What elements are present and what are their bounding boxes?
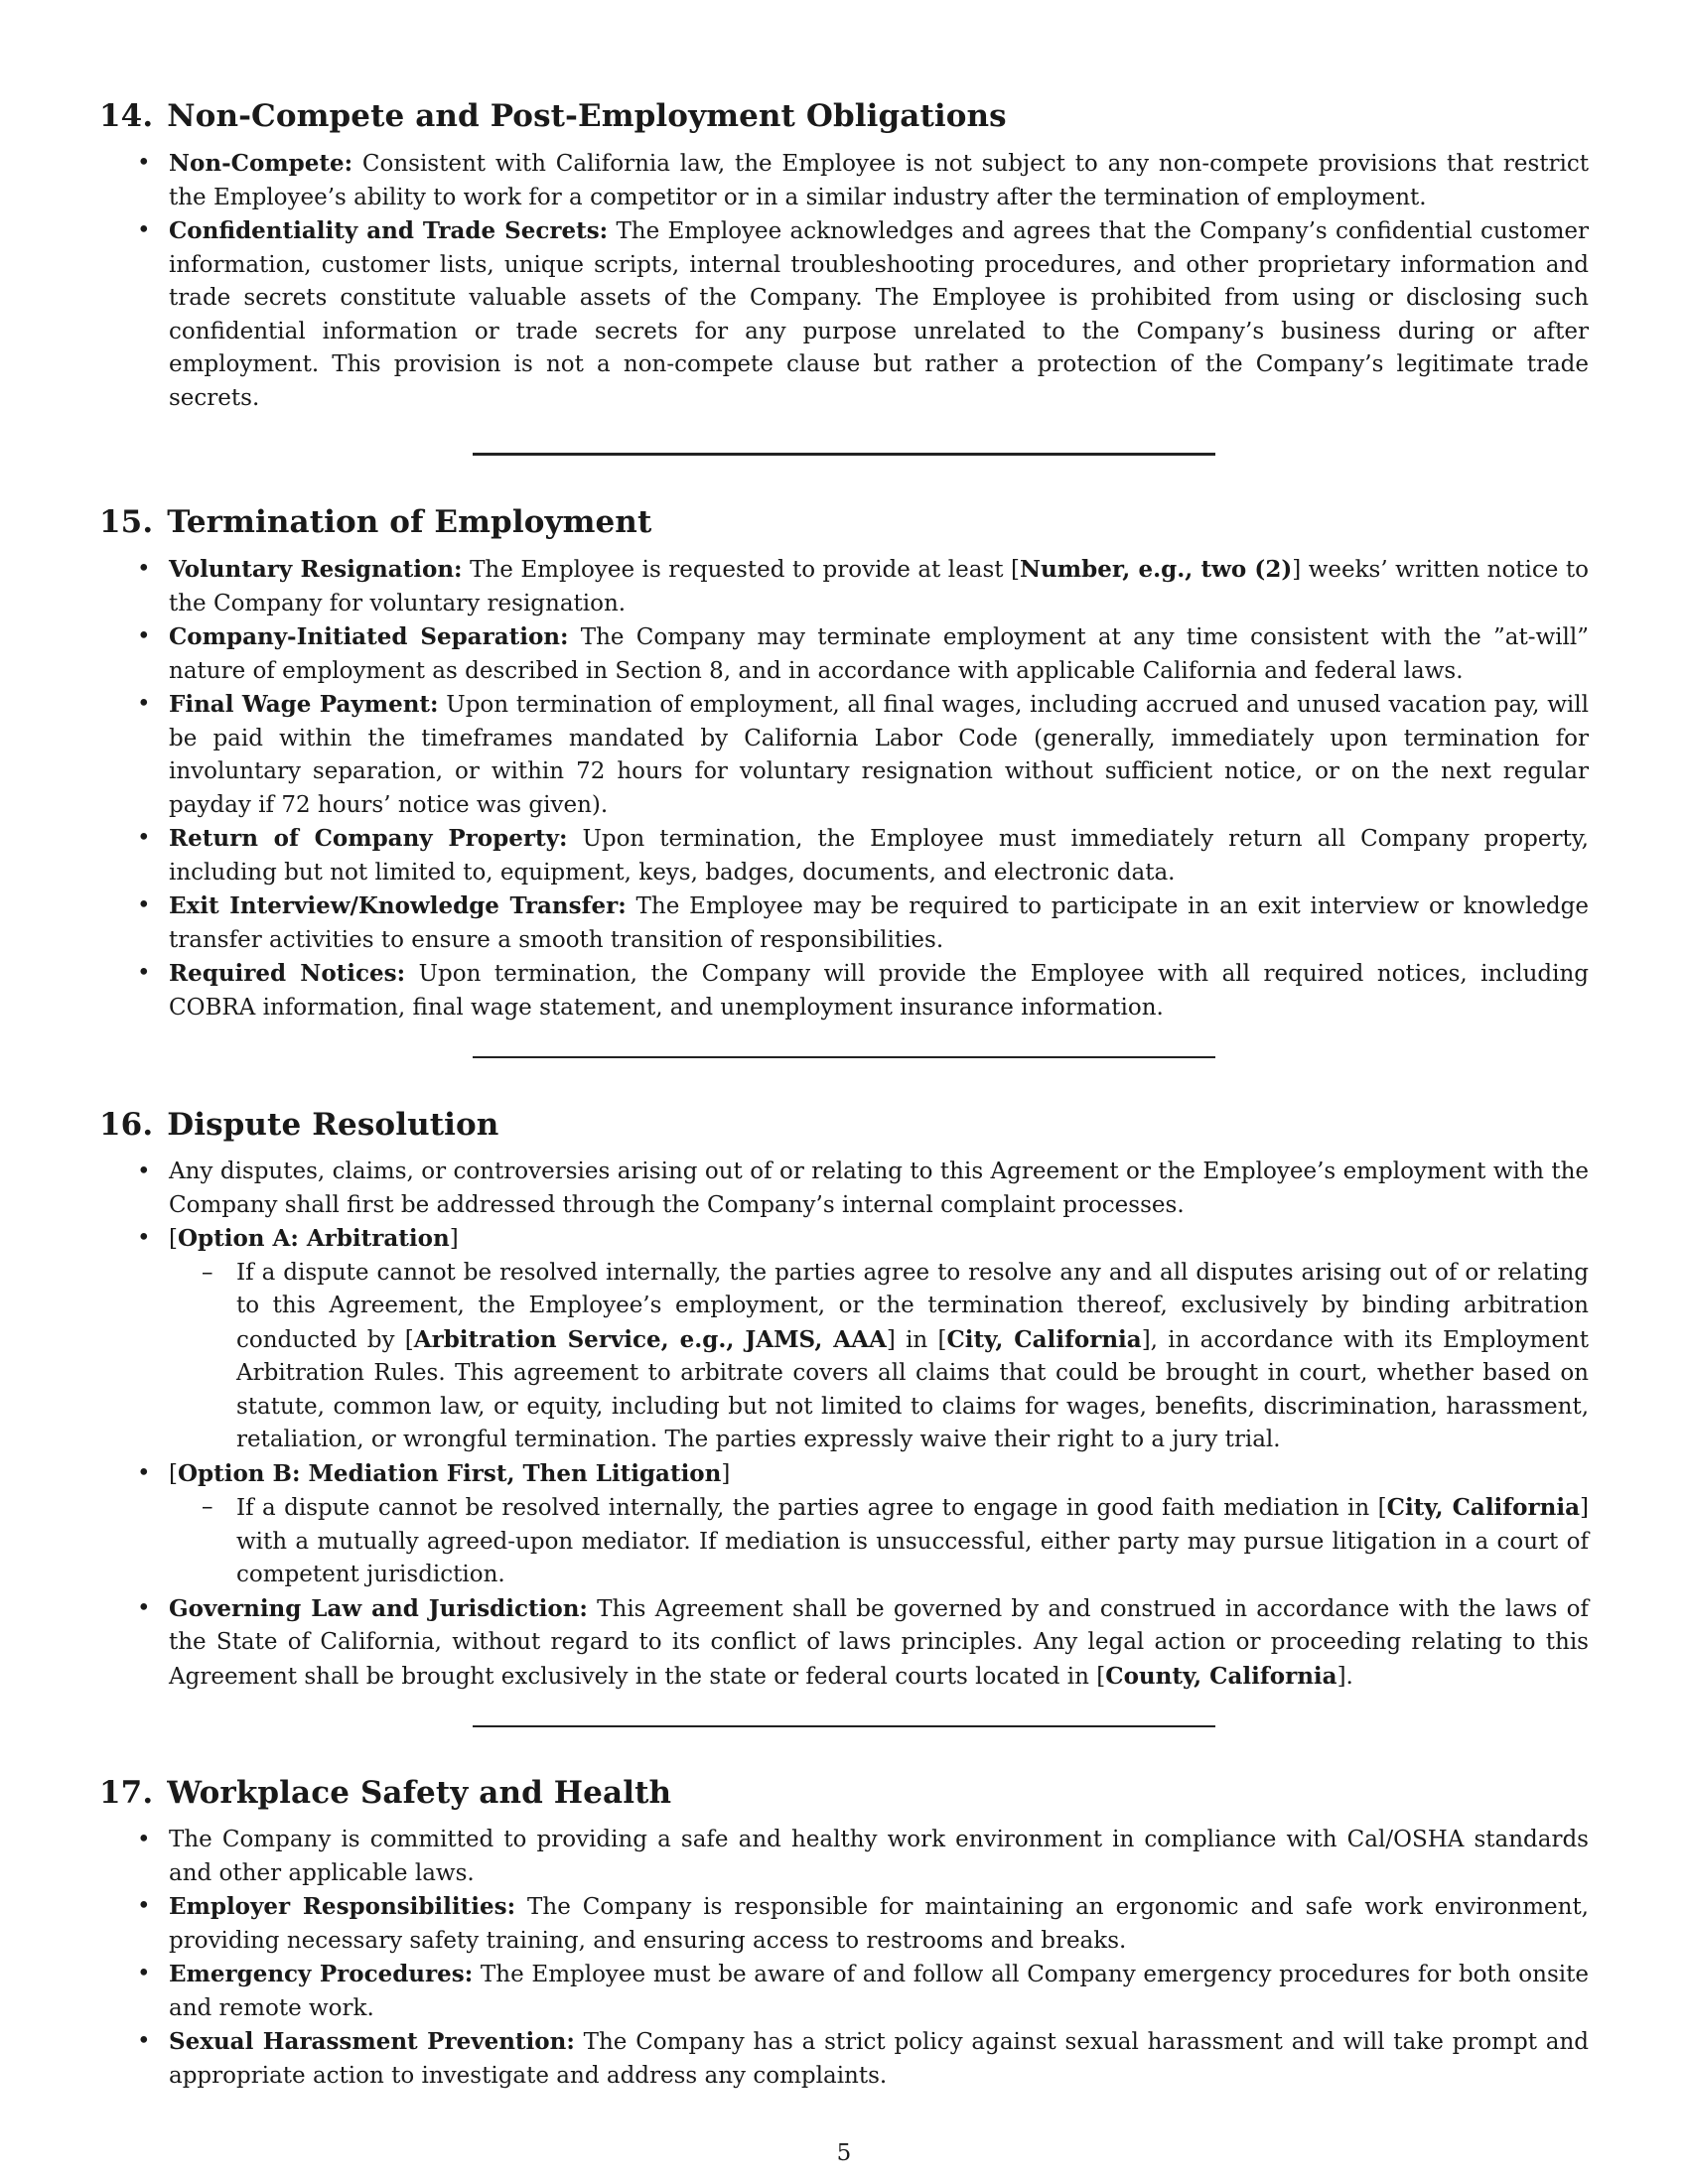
item-text: The Employee may be required to participate in an exit interview or knowledge transfer activities to ensure a smooth transition of responsibilities. xyxy=(169,893,1589,953)
section-17 xyxy=(99,1772,1589,2093)
item-label: Governing Law and Jurisdiction: xyxy=(169,1594,588,1622)
sub-list xyxy=(169,1491,1589,1592)
item-text: Upon termination of employment, all final wages, including accrued and unused vacation pay, will be paid within the timeframes mandated by California Labor Code (generally, immediately upon termination for involuntary separation, or within 72 hours for voluntary resignation without sufficient notice, or on the next regular payday if 72 hours’ notice was given). xyxy=(169,692,1589,818)
list-item xyxy=(99,1156,1589,1222)
section-16 xyxy=(99,1104,1589,1694)
option-label: Option A: Arbitration xyxy=(177,1225,450,1252)
item-text: The Company is committed to providing a safe and healthy work environment in compliance with Cal/OSHA standards and other applicable laws. xyxy=(169,1827,1589,1886)
sub-list-item xyxy=(169,1257,1589,1457)
item-text: If a dispute cannot be resolved internally, the parties agree to resolve any and all disputes arising out of or relating to this Agreement, the Employee’s employment, or the termination thereof, exclusively by binding arbitration conducted by [ xyxy=(236,1259,1589,1353)
option-label: Option B: Mediation First, Then Litigation xyxy=(177,1459,722,1487)
section-14 xyxy=(99,95,1589,415)
item-text: The Employee must be aware of and follow all Company emergency procedures for both onsite and remote work. xyxy=(169,1962,1589,2021)
section-heading xyxy=(99,1772,1589,1814)
item-label: Exit Interview/Knowledge Transfer: xyxy=(169,892,627,919)
section-number: 15. xyxy=(99,504,154,540)
item-text: ] weeks’ written notice to the Company for voluntary resignation. xyxy=(169,557,1590,616)
section-divider xyxy=(0,1725,1688,1727)
item-label: Return of Company Property: xyxy=(169,825,568,852)
list-item xyxy=(99,822,1589,889)
section-number: 17. xyxy=(99,1775,154,1811)
list-item xyxy=(99,147,1589,214)
placeholder-field: City, California xyxy=(1386,1494,1581,1521)
placeholder-field: County, California xyxy=(1105,1662,1337,1690)
list-item xyxy=(99,214,1589,415)
item-label: Voluntary Resignation: xyxy=(169,556,463,583)
section-title: Non-Compete and Post-Employment Obligations xyxy=(167,98,1007,134)
item-label: Final Wage Payment: xyxy=(169,691,439,718)
item-text: The Employee acknowledges and agrees that the Company’s confidential customer information, customer lists, unique scripts, internal troubleshooting procedures, and other proprietary information and trade secrets constitute valuable assets of the Company. The Employee is prohibited from using or disclosing such confidential information or trade secrets for any purpose unrelated to the Company’s business during or after employment. This provision is not a non-compete clause but rather a protection of the Company’s legitimate trade secrets. xyxy=(169,218,1589,411)
placeholder-field: City, California xyxy=(946,1325,1142,1353)
section-divider xyxy=(0,453,1688,456)
item-label: Company-Initiated Separation: xyxy=(169,623,569,650)
list-item xyxy=(99,1824,1589,1890)
section-divider xyxy=(0,1056,1688,1058)
item-text: Upon termination, the Company will provide the Employee with all required notices, including COBRA information, final wage statement, and unemployment insurance information. xyxy=(169,961,1590,1021)
item-text: This Agreement shall be governed by and construed in accordance with the laws of the State of California, without regard to its conflict of laws principles. Any legal action or proceeding relating to this Agreement shall be brought exclusively in the state or federal courts located in [ xyxy=(169,1595,1589,1690)
bullet-list xyxy=(99,147,1589,415)
divider-line xyxy=(473,1725,1215,1727)
section-title: Dispute Resolution xyxy=(167,1107,499,1143)
item-label: Confidentiality and Trade Secrets: xyxy=(169,217,609,244)
list-item xyxy=(99,620,1589,688)
section-heading xyxy=(99,501,1589,543)
item-text: The Company is responsible for maintaining an ergonomic and safe work environment, providing necessary safety training, and ensuring access to restrooms and breaks. xyxy=(169,1894,1589,1954)
item-label: Employer Responsibilities: xyxy=(169,1893,516,1920)
list-item: • [Option B: Mediation First, Then Litigation] – If a dispute cannot be resolved internally, the parties agree to engage in good faith mediation in [City, California] with a mutually agreed-upon mediator. If mediation is unsuccessful, either party may pursue litigation in a court of competent jurisdiction. xyxy=(99,1457,1589,1592)
list-item xyxy=(99,2025,1589,2093)
item-text: The Company may terminate employment at any time consistent with the ”at-will” nature of employment as described in Section 8, and in accordance with applicable California and federal laws. xyxy=(169,624,1589,684)
section-number: 16. xyxy=(99,1107,154,1143)
list-item xyxy=(99,1958,1589,2025)
item-text: ] in [ xyxy=(886,1326,947,1353)
item-text: Any disputes, claims, or controversies arising out of or relating to this Agreement or the Employee’s employment with the Company shall first be addressed through the Company’s internal complaint processes. xyxy=(169,1159,1589,1218)
section-number: 14. xyxy=(99,98,154,134)
section-heading xyxy=(99,1104,1589,1146)
item-label: Sexual Harassment Prevention: xyxy=(169,2028,575,2055)
sub-list xyxy=(169,1257,1589,1457)
item-text: ]. xyxy=(1336,1663,1353,1690)
section-title: Workplace Safety and Health xyxy=(167,1775,672,1811)
item-text: If a dispute cannot be resolved internally, the parties agree to engage in good faith mediation in [ xyxy=(236,1495,1387,1521)
divider-line xyxy=(473,1056,1215,1058)
section-15 xyxy=(99,501,1589,1024)
item-text: ], in accordance with its Employment Arbitration Rules. This agreement to arbitrate covers all claims that could be brought in court, whether based on statute, common law, or equity, including but not limited to claims for wages, benefits, discrimination, harassment, retaliation, or wrongful termination. The parties expressly waive their right to a jury trial. xyxy=(236,1326,1590,1452)
list-item: • [Option A: Arbitration] – If a dispute cannot be resolved internally, the parties agree to resolve any and all disputes arising out of or relating to this Agreement, the Employee’s employment, or the termination thereof, exclusively by binding arbitration conducted by [Arbitration Service, e.g., JAMS, AAA] in [City, California], in accordance with its Employment Arbitration Rules. This agreement to arbitrate covers all claims that could be brought in court, whether based on statute, common law, or equity, including but not limited to claims for wages, benefits, discrimination, harassment, retaliation, or wrongful termination. The parties expressly waive their right to a jury trial. xyxy=(99,1222,1589,1457)
item-text: Consistent with California law, the Employee is not subject to any non-compete provisions that restrict the Employee’s ability to work for a competitor or in a similar industry after the termination of employment. xyxy=(169,151,1589,210)
bullet-list xyxy=(99,1156,1589,1694)
list-item xyxy=(99,553,1589,620)
placeholder-field: Number, e.g., two (2) xyxy=(1020,556,1293,583)
list-item xyxy=(99,688,1589,822)
list-item xyxy=(99,1890,1589,1958)
item-label: Required Notices: xyxy=(169,960,406,987)
item-text: Upon termination, the Employee must immediately return all Company property, including but not limited to, equipment, keys, badges, documents, and electronic data. xyxy=(169,826,1589,886)
section-heading xyxy=(99,95,1589,137)
item-text: The Employee is requested to provide at least [ xyxy=(462,557,1021,583)
item-text: ] with a mutually agreed-upon mediator. If mediation is unsuccessful, either party may pursue litigation in a court of competent jurisdiction. xyxy=(236,1495,1589,1587)
sub-list-item xyxy=(169,1491,1589,1592)
item-label: Non-Compete: xyxy=(169,150,353,177)
divider-line xyxy=(473,453,1215,456)
list-item xyxy=(99,1592,1589,1695)
placeholder-field: Arbitration Service, e.g., JAMS, AAA xyxy=(413,1325,887,1353)
bullet-list xyxy=(99,553,1589,1024)
list-item xyxy=(99,957,1589,1024)
list-item xyxy=(99,889,1589,957)
page-number: 5 xyxy=(836,2140,852,2166)
item-text: The Company has a strict policy against sexual harassment and will take prompt and appropriate action to investigate and address any complaints. xyxy=(169,2029,1589,2089)
bullet-list xyxy=(99,1824,1589,2093)
item-label: Emergency Procedures: xyxy=(169,1961,474,1987)
section-title: Termination of Employment xyxy=(167,504,652,540)
